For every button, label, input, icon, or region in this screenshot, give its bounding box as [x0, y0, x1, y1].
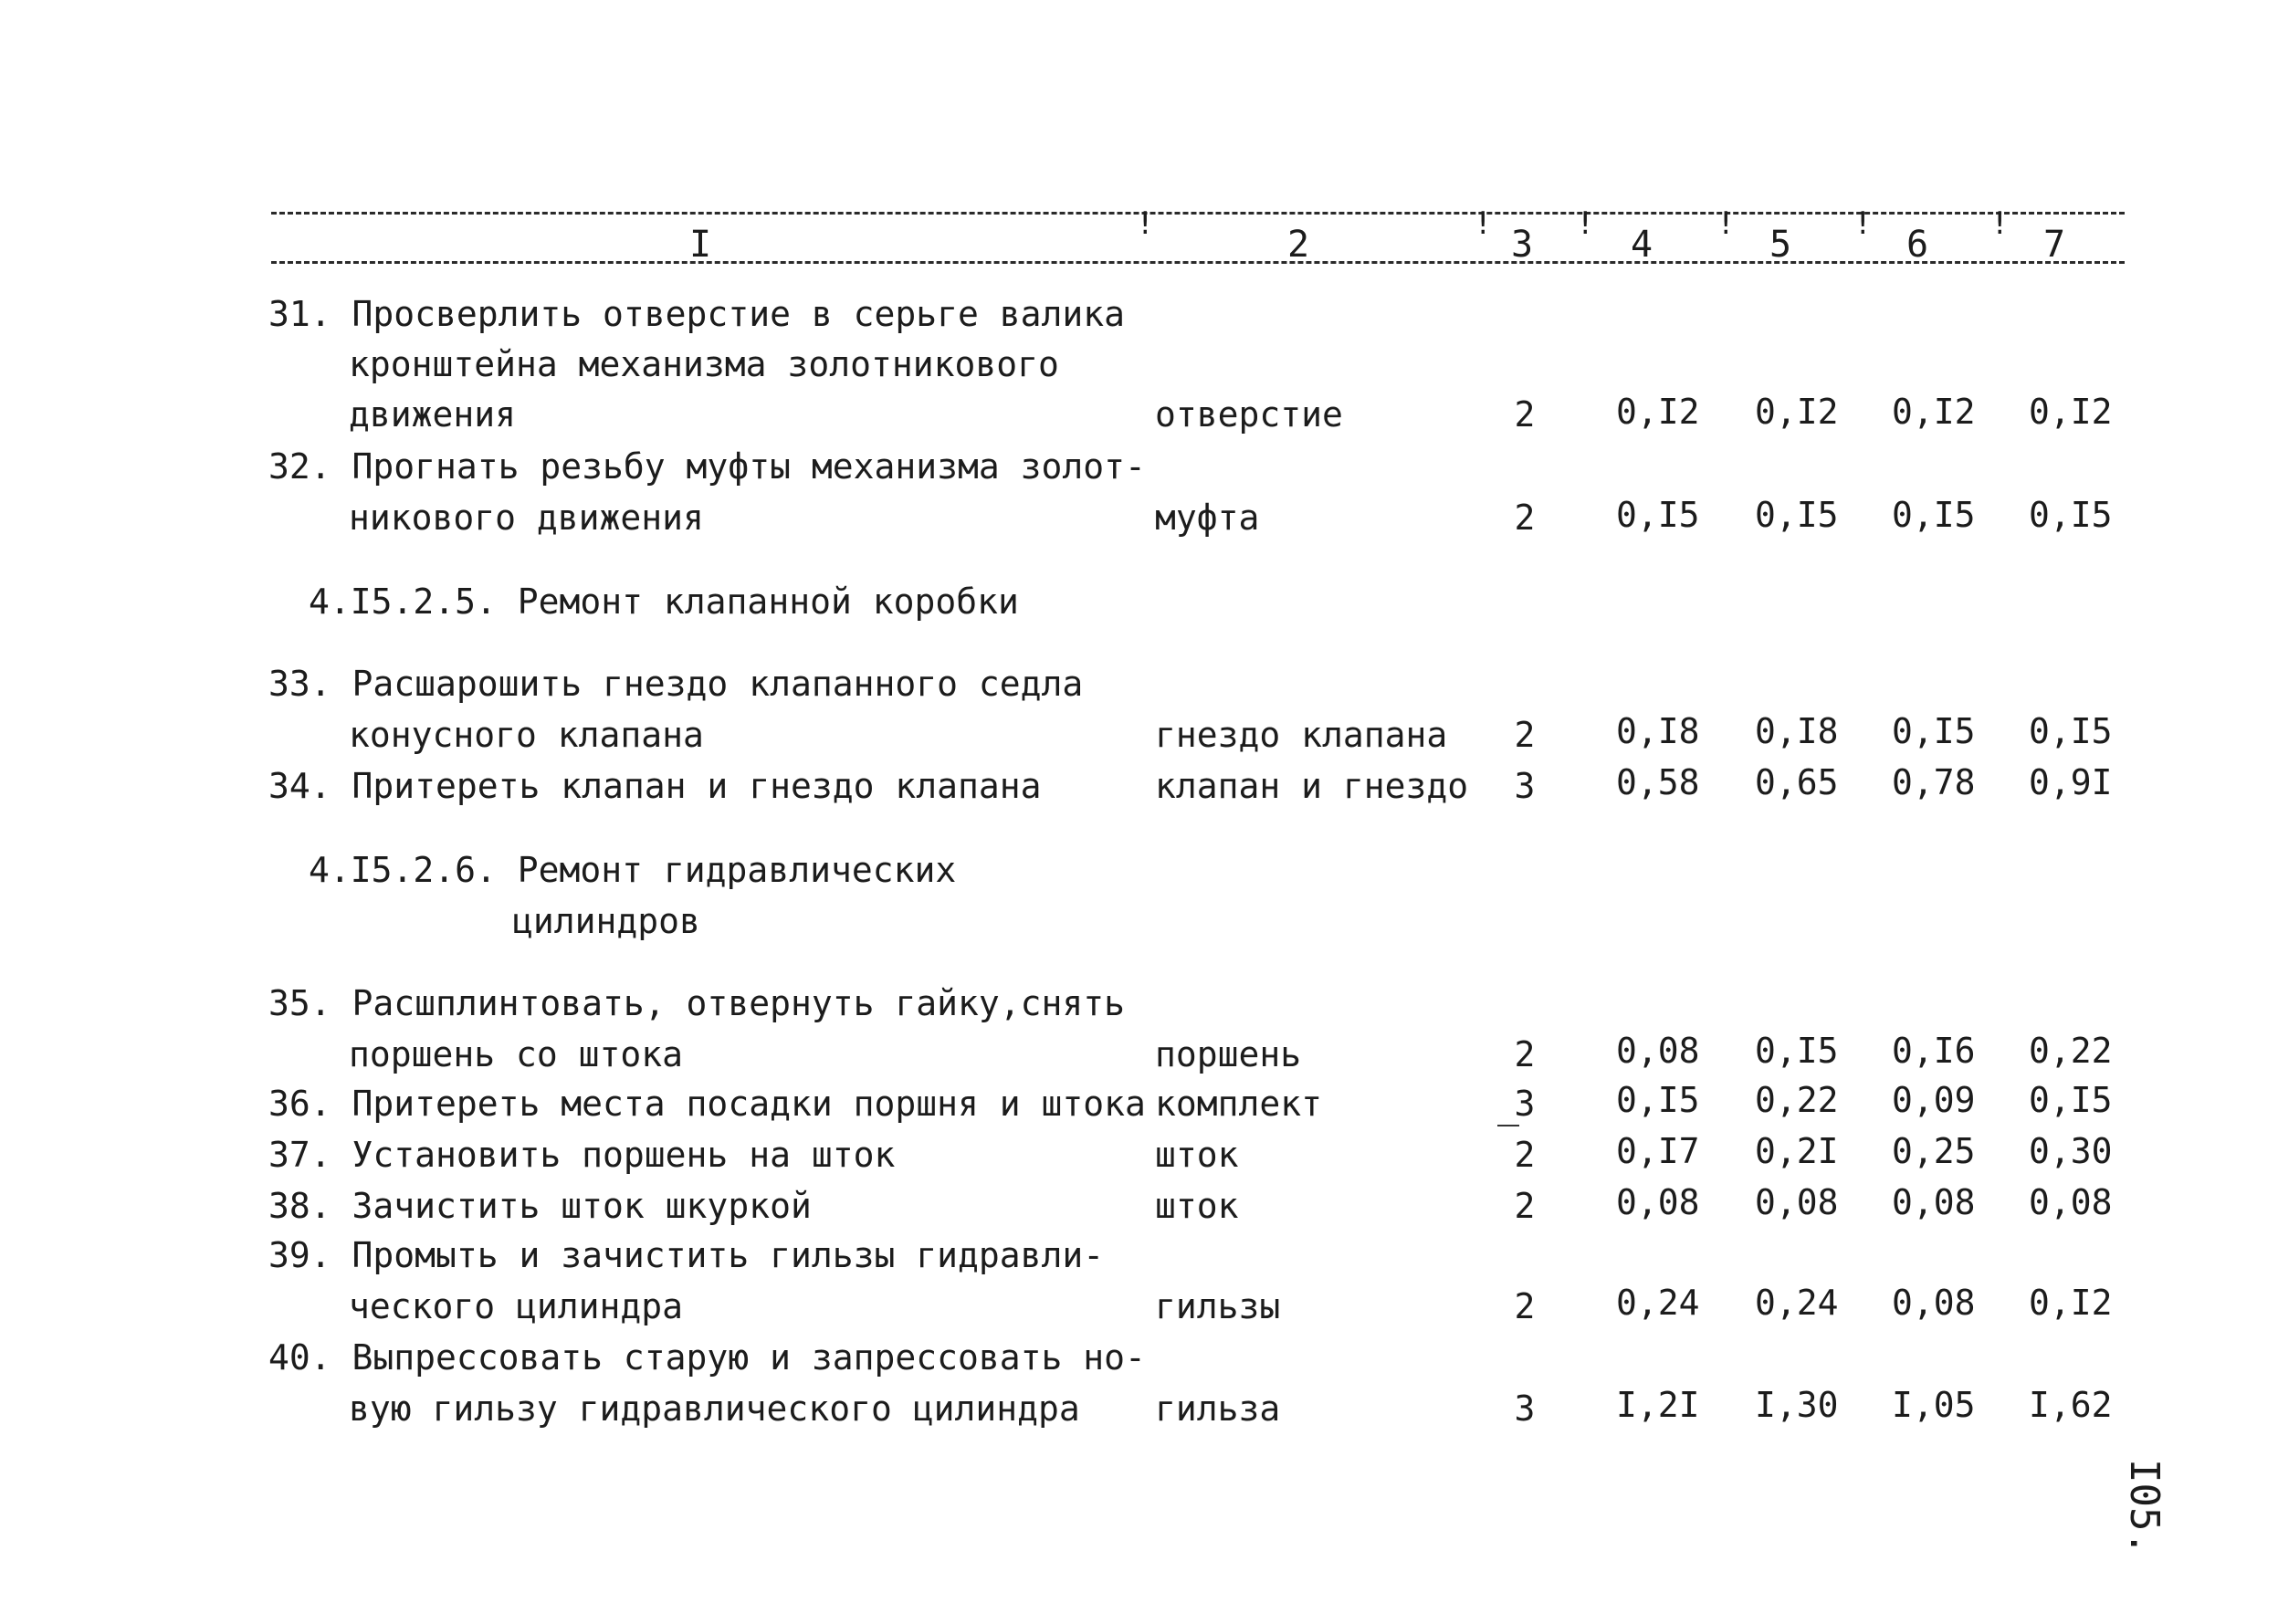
row-33-col6: 0,I5: [1892, 711, 1976, 751]
row-31-line-1: 31. Просверлить отверстие в серьге валика: [268, 294, 1125, 334]
row-31-col4: 0,I2: [1616, 392, 1700, 432]
row-38-col6: 0,08: [1892, 1182, 1976, 1222]
row-31-unit: отверстие: [1155, 394, 1343, 435]
section-heading-hydraulic-cylinders-line-2: цилиндров: [512, 901, 700, 941]
row-40-group: 3: [1514, 1388, 1536, 1429]
row-39-col6: 0,08: [1892, 1283, 1976, 1323]
row-32-line-1: 32. Прогнать резьбу муфты механизма золот-: [268, 446, 1146, 487]
header-col-2: 2: [1287, 224, 1310, 266]
row-35-col5: 0,I5: [1755, 1031, 1839, 1071]
row-35-col7: 0,22: [2029, 1031, 2113, 1071]
row-35-line-1: 35. Расшплинтовать, отвернуть гайку,снять: [268, 983, 1125, 1023]
row-35-col4: 0,08: [1616, 1031, 1700, 1071]
row-32-unit: муфта: [1155, 498, 1260, 538]
row-37-col6: 0,25: [1892, 1131, 1976, 1171]
header-col-4: 4: [1631, 224, 1653, 266]
row-34-col6: 0,78: [1892, 762, 1976, 802]
row-34-col4: 0,58: [1616, 762, 1700, 802]
row-32-col7: 0,I5: [2029, 495, 2113, 535]
row-37-col7: 0,30: [2029, 1131, 2113, 1171]
row-31-line-3: движения: [349, 394, 517, 435]
row-40-col7: I,62: [2029, 1385, 2113, 1425]
row-34-col7: 0,9I: [2029, 762, 2113, 802]
row-31-col6: 0,I2: [1892, 392, 1976, 432]
header-separator: !: [1716, 205, 1736, 242]
row-31-col5: 0,I2: [1755, 392, 1839, 432]
section-heading-valve-box: 4.I5.2.5. Ремонт клапанной коробки: [309, 581, 1019, 622]
row-32-col5: 0,I5: [1755, 495, 1839, 535]
row-34-line-1: 34. Притереть клапан и гнездо клапана: [268, 766, 1042, 806]
header-col-6: 6: [1906, 224, 1929, 266]
row-39-col7: 0,I2: [2029, 1283, 2113, 1323]
row-38-group: 2: [1514, 1186, 1536, 1226]
row-33-col4: 0,I8: [1616, 711, 1700, 751]
row-33-col5: 0,I8: [1755, 711, 1839, 751]
header-separator: !: [1474, 205, 1493, 242]
row-33-line-2: конусного клапана: [349, 715, 704, 755]
row-38-unit: шток: [1155, 1186, 1239, 1226]
row-39-col4: 0,24: [1616, 1283, 1700, 1323]
row-35-unit: поршень: [1155, 1034, 1302, 1074]
row-34-group: 3: [1514, 766, 1536, 806]
row-31-col7: 0,I2: [2029, 392, 2113, 432]
row-39-group: 2: [1514, 1286, 1536, 1326]
header-col-3: 3: [1511, 224, 1534, 266]
row-37-unit: шток: [1155, 1135, 1239, 1175]
row-37-col4: 0,I7: [1616, 1131, 1700, 1171]
row-31-line-2: кронштейна механизма золотникового: [349, 344, 1059, 384]
page-number: I05.: [2121, 1459, 2168, 1556]
header-separator: !: [1576, 205, 1595, 242]
header-col-5: 5: [1769, 224, 1792, 266]
row-33-group: 2: [1514, 715, 1536, 755]
row-32-col4: 0,I5: [1616, 495, 1700, 535]
header-separator: !: [1853, 205, 1873, 242]
row-34-col5: 0,65: [1755, 762, 1839, 802]
row-36-col4: 0,I5: [1616, 1080, 1700, 1120]
row-33-col7: 0,I5: [2029, 711, 2113, 751]
row-36-line-1: 36. Притереть места посадки поршня и штока: [268, 1084, 1146, 1124]
row-33-unit: гнездо клапана: [1155, 715, 1448, 755]
row-37-line-1: 37. Установить поршень на шток: [268, 1135, 896, 1175]
row-40-col5: I,30: [1755, 1385, 1839, 1425]
row-39-line-1: 39. Промыть и зачистить гильзы гидравли-: [268, 1235, 1105, 1275]
row-40-unit: гильза: [1155, 1388, 1281, 1429]
row-37-group: 2: [1514, 1135, 1536, 1175]
header-col-1: I: [689, 224, 712, 266]
section-heading-hydraulic-cylinders: 4.I5.2.6. Ремонт гидравлических: [309, 850, 957, 890]
row-35-col6: 0,I6: [1892, 1031, 1976, 1071]
pen-mark: [1497, 1125, 1519, 1126]
header-col-7: 7: [2043, 224, 2066, 266]
row-35-line-2: поршень со штока: [349, 1034, 684, 1074]
row-38-col7: 0,08: [2029, 1182, 2113, 1222]
header-separator: !: [1990, 205, 2010, 242]
row-36-col5: 0,22: [1755, 1080, 1839, 1120]
header-top-rule: [271, 212, 2125, 215]
row-35-group: 2: [1514, 1034, 1536, 1074]
row-32-col6: 0,I5: [1892, 495, 1976, 535]
row-36-unit: комплект: [1155, 1084, 1323, 1124]
row-33-line-1: 33. Расшарошить гнездо клапанного седла: [268, 664, 1084, 704]
row-37-col5: 0,2I: [1755, 1131, 1839, 1171]
row-40-col6: I,05: [1892, 1385, 1976, 1425]
row-40-col4: I,2I: [1616, 1385, 1700, 1425]
header-separator: !: [1136, 205, 1155, 242]
row-39-line-2: ческого цилиндра: [349, 1286, 684, 1326]
row-38-line-1: 38. Зачистить шток шкуркой: [268, 1186, 812, 1226]
row-36-col6: 0,09: [1892, 1080, 1976, 1120]
row-40-line-2: вую гильзу гидравлического цилиндра: [349, 1388, 1080, 1429]
row-38-col5: 0,08: [1755, 1182, 1839, 1222]
row-40-line-1: 40. Выпрессовать старую и запрессовать но-: [268, 1337, 1146, 1378]
row-36-col7: 0,I5: [2029, 1080, 2113, 1120]
row-32-line-2: никового движения: [349, 498, 704, 538]
row-39-unit: гильзы: [1155, 1286, 1281, 1326]
row-39-col5: 0,24: [1755, 1283, 1839, 1323]
row-32-group: 2: [1514, 498, 1536, 538]
row-36-group: 3: [1514, 1084, 1536, 1124]
row-31-group: 2: [1514, 394, 1536, 435]
row-34-unit: клапан и гнездо: [1155, 766, 1469, 806]
row-38-col4: 0,08: [1616, 1182, 1700, 1222]
header-bottom-rule: [271, 261, 2125, 264]
